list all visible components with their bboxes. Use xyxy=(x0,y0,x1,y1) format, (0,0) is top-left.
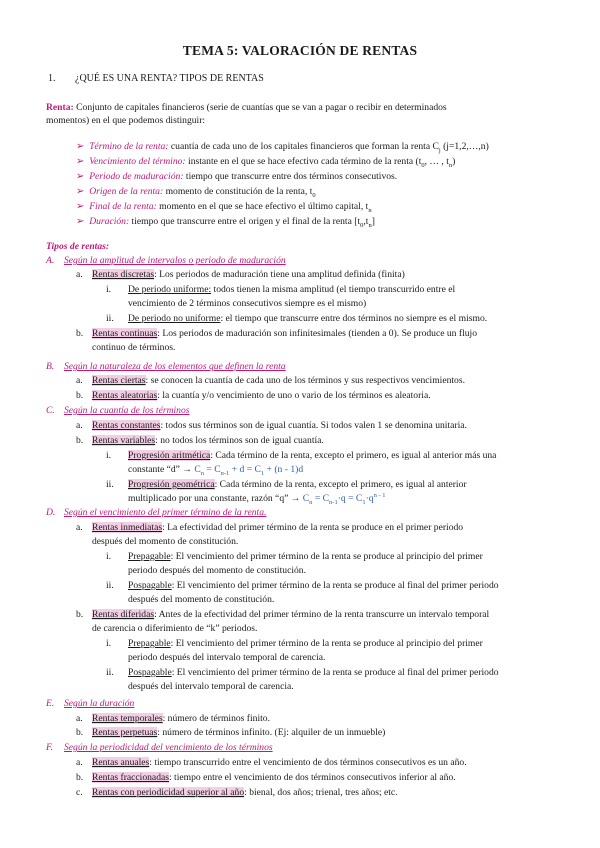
list-marker: a. xyxy=(76,522,83,533)
bullet-origen: ➢ Origen de la renta: momento de constitución de la renta, $t_0$ xyxy=(76,186,316,199)
d-a-line1: Rentas inmediatas: La efectividad del primer término de la renta se produce en el primer periodo xyxy=(92,522,464,533)
section-c-letter: C. xyxy=(46,405,55,416)
c-b-ii-line2: multiplicado por una constante, razón “q” → $C_n = C_{n-1}\cdot q = C_1\cdot q^{n - 1}$ xyxy=(128,491,386,506)
e-a-line: Rentas temporales: número de términos finito. xyxy=(92,713,270,724)
c-b-i-line2: constante “d” → $C_n = C_{n-1} + d = C_1 + (n - 1)d$ xyxy=(128,464,304,477)
section-d-title: Según el vencimiento del primer término de la renta. xyxy=(64,507,267,518)
bullet-vencimiento: ➢ Vencimiento del término: instante en el que se hace efectivo cada término de la renta ($t_0$, … , $t_n$) xyxy=(76,156,456,169)
a-b-line2: continuo de términos. xyxy=(92,342,176,353)
list-marker: ii. xyxy=(106,479,114,490)
bullet-duracion: ➢ Duración: tiempo que transcurre entre el origen y el final de la renta $[t_0,t_n]$ xyxy=(76,216,375,229)
d-a-i-line2: periodo después del momento de constitución. xyxy=(128,565,306,576)
c-b-ii-line1: Progresión geométrica: Cada término de la renta, excepto el primero, es igual al anterior xyxy=(128,479,467,490)
a-a-line: Rentas discretas: Los periodos de maduración tiene una amplitud definida (finita) xyxy=(92,269,405,280)
a-a-ii-line: De periodo no uniforme: el tiempo que transcurre entre dos términos no siempre es el mismo. xyxy=(128,313,488,324)
list-marker: i. xyxy=(106,450,112,461)
list-marker: a. xyxy=(76,375,83,386)
arrow-bullet-icon: ➢ xyxy=(76,186,85,197)
arrow-bullet-icon: ➢ xyxy=(76,216,85,227)
a-b-line1: Rentas continuas: Los periodos de maduración son infinitesimales (tienden a 0). Se produce un flujo xyxy=(92,328,477,339)
b-b-line: Rentas aleatorias: la cuantía y/o vencimiento de uno o vario de los términos es aleatoria. xyxy=(92,390,431,401)
list-marker: ii. xyxy=(106,580,114,591)
list-marker: ii. xyxy=(106,313,114,324)
f-b-line: Rentas fraccionadas: tiempo entre el vencimiento de dos términos consecutivos inferior al año. xyxy=(92,772,456,783)
f-a-line: Rentas anuales: tiempo transcurrido entre el vencimiento de dos términos consecutivos es un año. xyxy=(92,757,467,768)
section-d-letter: D. xyxy=(46,507,56,518)
d-b-ii-line1: Pospagable: El vencimiento del primer término de la renta se produce al final del primer periodo xyxy=(128,667,499,678)
section-f-title: Según la periodicidad del vencimiento de los términos xyxy=(64,742,273,753)
d-b-i-line1: Prepagable: El vencimiento del primer término de la renta se produce al principio del primer xyxy=(128,638,483,649)
section-c-title: Según la cuantía de los términos xyxy=(64,405,190,416)
bullet-final: ➢ Final de la renta: momento en el que se hace efectivo el último capital, $t_n$ xyxy=(76,201,372,214)
list-marker: b. xyxy=(76,727,84,738)
bullet-periodo: ➢ Periodo de maduración: tiempo que transcurre entre dos términos consecutivos. xyxy=(76,171,398,182)
arrow-bullet-icon: ➢ xyxy=(76,171,85,182)
bullet-termino: ➢ Término de la renta: cuantía de cada uno de los capitales financieros que forman la renta $C_j$ (j=1,2,…,n) xyxy=(76,141,489,154)
d-a-ii-line1: Pospagable: El vencimiento del primer término de la renta se produce al final del primer periodo xyxy=(128,580,499,591)
list-marker: a. xyxy=(76,420,83,431)
b-a-line: Rentas ciertas: se conocen la cuantía de cada uno de los términos y sus respectivos vencimientos. xyxy=(92,375,465,386)
section-b-title: Según la naturaleza de los elementos que definen la renta xyxy=(64,361,286,372)
page-title: TEMA 5: VALORACIÓN DE RENTAS xyxy=(182,43,418,58)
e-b-line: Rentas perpetuas: número de términos infinito. (Ej: alquiler de un inmueble) xyxy=(92,727,386,738)
renta-term: Renta: xyxy=(46,102,74,113)
list-marker: a. xyxy=(76,269,83,280)
c-b-line: Rentas variables: no todos los términos son de igual cuantía. xyxy=(92,435,324,446)
list-marker: a. xyxy=(76,713,83,724)
section-b-letter: B. xyxy=(46,361,55,372)
list-marker: b. xyxy=(76,609,84,620)
d-b-i-line2: periodo después del intervalo temporal de carencia. xyxy=(128,652,326,663)
section-a-title: Según la amplitud de intervalos o periodo de maduración xyxy=(64,255,286,266)
list-marker: a. xyxy=(76,757,83,768)
a-a-i-line1: De periodo uniforme: todos tienen la misma amplitud (el tiempo transcurrido entre el xyxy=(128,284,456,295)
c-b-i-line1: Progresión aritmética: Cada término de la renta, excepto el primero, es igual al anterior más una xyxy=(128,450,497,461)
d-b-line1: Rentas diferidas: Antes de la efectividad del primer término de la renta transcurre un intervalo temporal xyxy=(92,609,490,620)
tipos-header: Tipos de rentas: xyxy=(46,241,110,252)
f-c-line: Rentas con periodicidad superior al año: bienal, dos años; trienal, tres años; etc. xyxy=(92,787,398,798)
formula-geometric: $C_n = C_{n-1}\cdot q = C_1\cdot q^{n - 1}$ xyxy=(302,491,386,506)
list-marker: b. xyxy=(76,772,84,783)
arrow-bullet-icon: ➢ xyxy=(76,201,85,212)
list-marker: c. xyxy=(76,787,83,798)
section-number: 1. xyxy=(48,73,56,84)
renta-definition-line1: Renta: Conjunto de capitales financieros (serie de cuantías que se van a pagar o recibir en determinados xyxy=(46,102,447,113)
formula-arithmetic: $C_n = C_{n-1} + d = C_1 + (n - 1)d$ xyxy=(194,464,304,477)
renta-definition-line2: momentos) en el que podemos distinguir: xyxy=(46,115,206,126)
d-b-ii-line2: después del intervalo temporal de carencia. xyxy=(128,681,294,692)
section-f-letter: F. xyxy=(46,742,54,753)
list-marker: i. xyxy=(106,638,112,649)
d-a-line2: después del momento de constitución. xyxy=(92,536,239,547)
section-a-letter: A. xyxy=(46,255,55,266)
section-e-letter: E. xyxy=(46,698,55,709)
arrow-bullet-icon: ➢ xyxy=(76,156,85,167)
d-a-ii-line2: después del momento de constitución. xyxy=(128,594,275,605)
section-heading: ¿QUÉ ES UNA RENTA? TIPOS DE RENTAS xyxy=(75,73,264,84)
a-a-i-line2: vencimiento de 2 términos consecutivos siempre es el mismo) xyxy=(128,298,367,309)
list-marker: i. xyxy=(106,284,112,295)
list-marker: b. xyxy=(76,328,84,339)
d-a-i-line1: Prepagable: El vencimiento del primer término de la renta se produce al principio del primer xyxy=(128,551,483,562)
arrow-bullet-icon: ➢ xyxy=(76,141,85,152)
d-b-line2: de carencia o diferimiento de “k” periodos. xyxy=(92,623,258,634)
list-marker: ii. xyxy=(106,667,114,678)
list-marker: i. xyxy=(106,551,112,562)
list-marker: b. xyxy=(76,390,84,401)
section-e-title: Según la duración xyxy=(64,698,135,709)
c-a-line: Rentas constantes: todos sus términos son de igual cuantía. Si todos valen 1 se denomina unitaria. xyxy=(92,420,467,431)
list-marker: b. xyxy=(76,435,84,446)
